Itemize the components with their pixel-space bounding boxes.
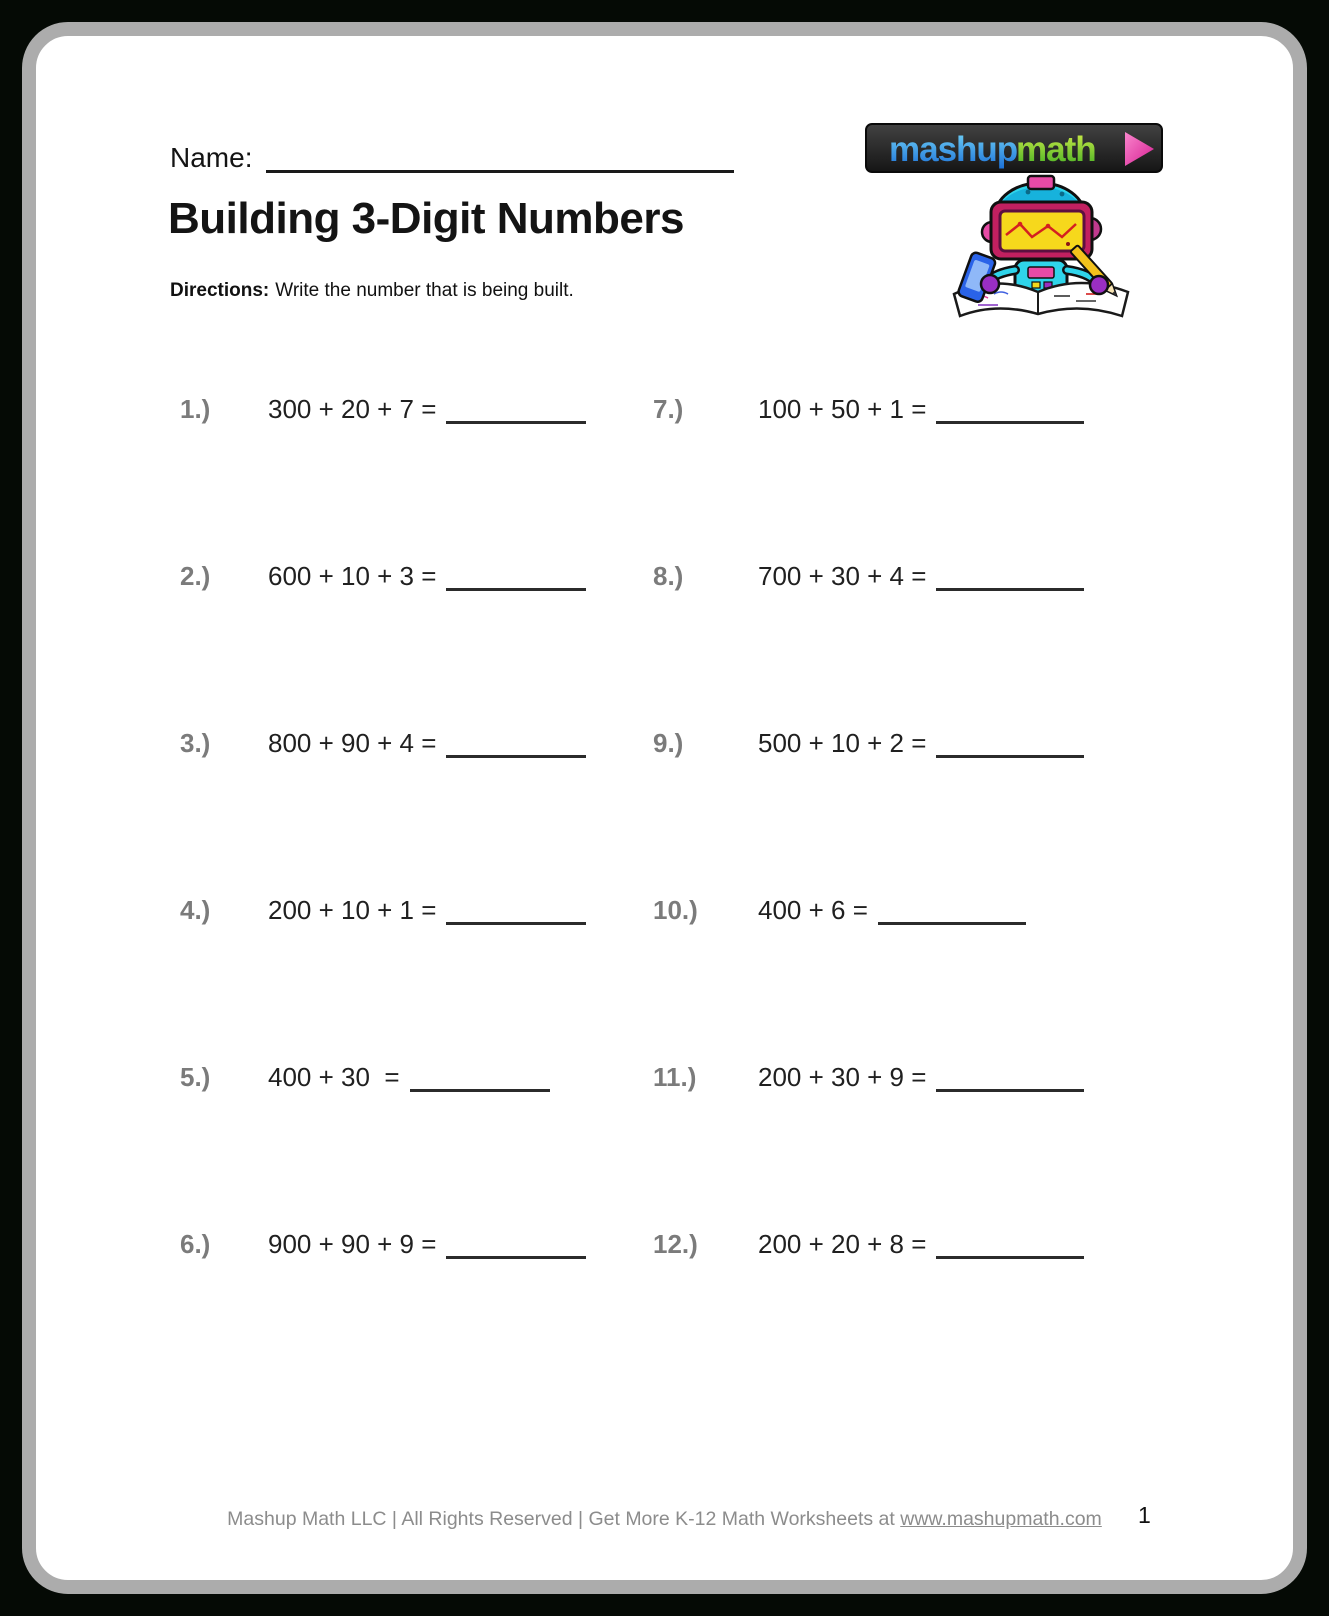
problem-number: 10.) xyxy=(653,895,698,925)
problem-number: 12.) xyxy=(653,1229,698,1259)
problem-2 xyxy=(180,556,586,592)
problem-number: 6.) xyxy=(180,1229,211,1259)
problem-expression: 200 + 10 + 1 = xyxy=(268,895,437,925)
problem-number: 1.) xyxy=(180,394,211,424)
problem-expression: 200 + 30 + 9 = xyxy=(758,1062,927,1092)
problem-12 xyxy=(653,1224,1084,1260)
problem-expression: 400 + 6 = xyxy=(758,895,868,925)
name-field-row xyxy=(170,136,734,174)
problem-expression: 900 + 90 + 9 = xyxy=(268,1229,437,1259)
answer-blank xyxy=(446,896,586,925)
problem-number: 7.) xyxy=(653,394,684,424)
mashupmath-logo xyxy=(865,123,1163,178)
problem-number: 9.) xyxy=(653,728,684,758)
answer-blank xyxy=(878,896,1026,925)
directions xyxy=(170,280,574,302)
problem-expression: 200 + 20 + 8 = xyxy=(758,1229,927,1259)
problem-1 xyxy=(180,389,586,425)
worksheet-page xyxy=(22,22,1307,1594)
logo-word-mashup: mashup xyxy=(889,130,1018,169)
mashupmath-logo-graphic xyxy=(865,123,1163,173)
problem-10 xyxy=(653,890,1026,926)
problem-expression: 400 + 30 = xyxy=(268,1062,400,1092)
problem-9 xyxy=(653,723,1084,759)
name-label: Name: xyxy=(170,142,253,173)
answer-blank xyxy=(936,562,1084,591)
answer-blank xyxy=(410,1063,550,1092)
footer xyxy=(36,1508,1293,1531)
problem-number: 5.) xyxy=(180,1062,211,1092)
answer-blank xyxy=(936,1063,1084,1092)
problem-8 xyxy=(653,556,1084,592)
logo-word-math: math xyxy=(1016,130,1096,169)
problem-3 xyxy=(180,723,586,759)
problem-expression: 500 + 10 + 2 = xyxy=(758,728,927,758)
problem-number: 4.) xyxy=(180,895,211,925)
answer-blank xyxy=(446,729,586,758)
robot-writing-icon xyxy=(936,174,1148,326)
problem-number: 2.) xyxy=(180,561,211,591)
problem-number: 8.) xyxy=(653,561,684,591)
directions-label: Directions: xyxy=(170,280,270,301)
worksheet-title: Building 3-Digit Numbers xyxy=(168,194,684,243)
page-number: 1 xyxy=(1138,1502,1151,1528)
problem-11 xyxy=(653,1057,1084,1093)
problem-expression: 300 + 20 + 7 = xyxy=(268,394,437,424)
problem-expression: 100 + 50 + 1 = xyxy=(758,394,927,424)
answer-blank xyxy=(446,562,586,591)
problem-6 xyxy=(180,1224,586,1260)
problem-number: 3.) xyxy=(180,728,211,758)
name-blank-line xyxy=(266,142,734,173)
answer-blank xyxy=(936,395,1084,424)
problem-expression: 600 + 10 + 3 = xyxy=(268,561,437,591)
problem-number: 11.) xyxy=(653,1062,697,1092)
answer-blank xyxy=(446,1230,586,1259)
footer-text: Mashup Math LLC | All Rights Reserved | Get More K-12 Math Worksheets at xyxy=(227,1508,901,1530)
answer-blank xyxy=(446,395,586,424)
answer-blank xyxy=(936,1230,1084,1259)
mashupmath-link[interactable]: www.mashupmath.com xyxy=(900,1508,1102,1530)
directions-text: Write the number that is being built. xyxy=(275,280,574,301)
robot-mascot-illustration xyxy=(936,174,1148,331)
problem-expression: 700 + 30 + 4 = xyxy=(758,561,927,591)
problem-7 xyxy=(653,389,1084,425)
problem-expression: 800 + 90 + 4 = xyxy=(268,728,437,758)
answer-blank xyxy=(936,729,1084,758)
problem-4 xyxy=(180,890,586,926)
problem-5 xyxy=(180,1057,550,1093)
